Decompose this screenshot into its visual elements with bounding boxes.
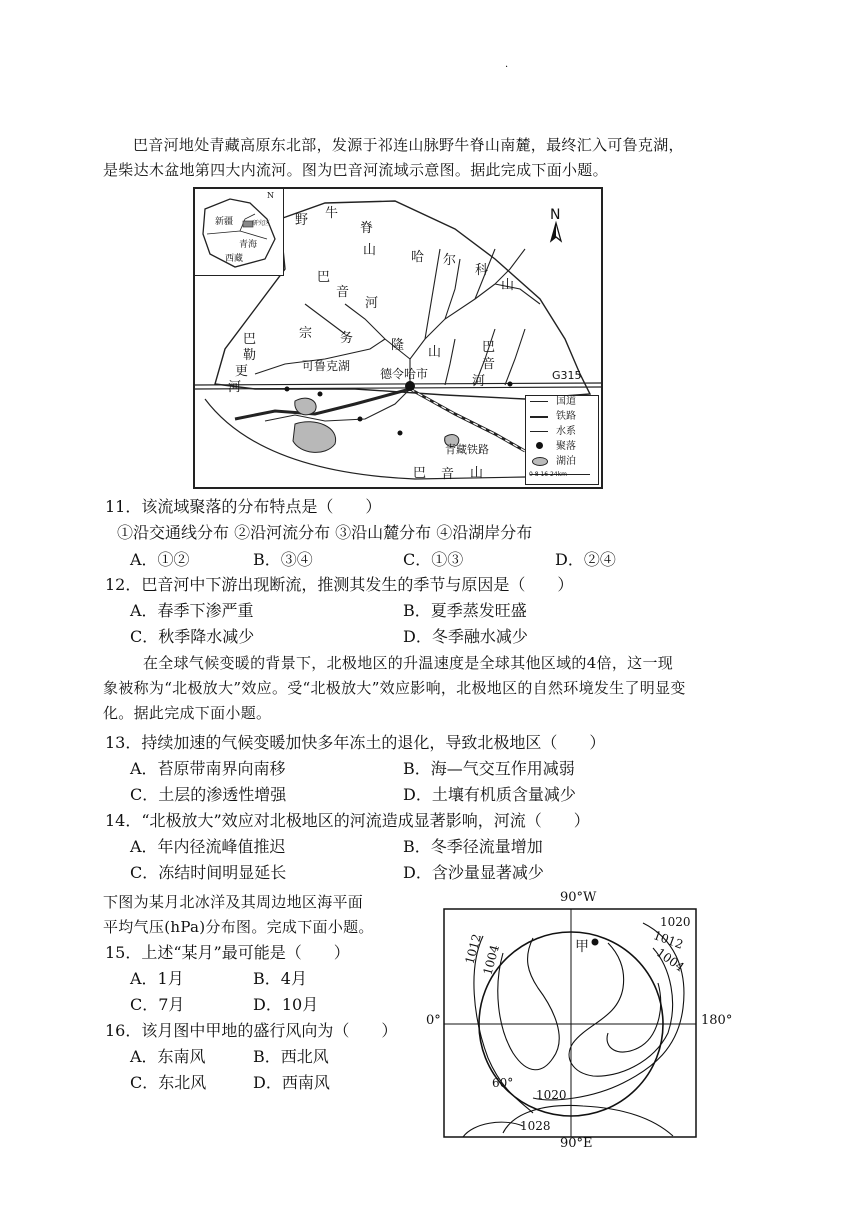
label-bayinshan-1: 巴 bbox=[413, 466, 427, 481]
legend-road-label: 国道 bbox=[556, 396, 576, 407]
label-zongwulong-1: 宗 bbox=[299, 326, 313, 341]
legend-lake-label: 湖泊 bbox=[556, 456, 576, 467]
map2-label-90w: 90°W bbox=[560, 890, 597, 905]
legend-settlement-label: 聚落 bbox=[556, 441, 576, 452]
q11-option-b[interactable]: B．③④ bbox=[253, 550, 313, 569]
q15-option-b[interactable]: B．4月 bbox=[253, 969, 307, 988]
q12-option-c[interactable]: C．秋季降水减少 bbox=[130, 627, 255, 646]
intro3-line2: 平均气压(hPa)分布图。完成下面小题。 bbox=[103, 918, 374, 936]
map2-iso-1020-bottom: 1020 bbox=[536, 1088, 567, 1102]
q12-option-b[interactable]: B．夏季蒸发旺盛 bbox=[403, 601, 527, 620]
q14-option-b[interactable]: B．冬季径流量增加 bbox=[403, 837, 543, 856]
label-balegenghe-4: 河 bbox=[228, 380, 242, 395]
label-haerke-3: 科 bbox=[475, 263, 489, 278]
label-bayinhe-upper-2: 音 bbox=[336, 285, 350, 300]
q14-option-c[interactable]: C．冻结时间明显延长 bbox=[130, 863, 287, 882]
inset-north: N bbox=[267, 191, 274, 200]
inset-xinjiang: 新疆 bbox=[215, 217, 234, 227]
map2-jia-label: 甲 bbox=[575, 939, 589, 955]
intro3-line1: 下图为某月北冰洋及其周边地区海平面 bbox=[103, 893, 364, 911]
question-16-stem: 16．该月图中甲地的盛行风向为（ ） bbox=[105, 1021, 398, 1040]
inset-qinghai: 青海 bbox=[239, 240, 258, 250]
inset-area: 研究区 bbox=[252, 220, 271, 227]
intro-paragraph-1 bbox=[103, 133, 783, 183]
legend-railway-label: 铁路 bbox=[556, 411, 576, 422]
map2-label-90e: 90°E bbox=[560, 1136, 593, 1151]
inset-xizang: 西藏 bbox=[225, 254, 244, 264]
q13-option-b[interactable]: B．海—气交互作用减弱 bbox=[403, 759, 575, 778]
q15-option-d[interactable]: D．10月 bbox=[253, 995, 319, 1014]
label-yeniu-1: 野 bbox=[295, 213, 309, 228]
label-road-g315: G315 bbox=[552, 369, 582, 382]
q13-option-c[interactable]: C．土层的渗透性增强 bbox=[130, 785, 287, 804]
label-balegenghe-3: 更 bbox=[235, 364, 249, 379]
label-zongwulong-2: 务 bbox=[340, 331, 354, 346]
legend-scale: 0 8 16 24km bbox=[529, 471, 567, 478]
map1-legend bbox=[525, 395, 599, 485]
label-bayinhe-lower-1: 巴 bbox=[482, 340, 496, 355]
q12-option-a[interactable]: A．春季下渗严重 bbox=[130, 601, 254, 620]
q11-option-c[interactable]: C．①③ bbox=[403, 550, 464, 569]
label-bayinhe-lower-2: 音 bbox=[482, 357, 496, 372]
question-15-stem: 15．上述“某月”最可能是（ ） bbox=[105, 943, 350, 962]
label-yeniu-3: 脊 bbox=[360, 221, 374, 236]
arctic-pressure-map bbox=[410, 890, 740, 1155]
q14-option-d[interactable]: D．含沙量显著减少 bbox=[403, 863, 544, 882]
q16-option-a[interactable]: A．东南风 bbox=[130, 1047, 206, 1066]
q13-option-d[interactable]: D．土壤有机质含量减少 bbox=[403, 785, 576, 804]
intro2-line2: 象被称为“北极放大”效应。受“北极放大”效应影响，北极地区的自然环境发生了明显变 bbox=[103, 679, 686, 697]
map2-lat-60: 60° bbox=[492, 1076, 514, 1090]
q16-option-d[interactable]: D．西南风 bbox=[253, 1073, 330, 1092]
legend-river-label: 水系 bbox=[556, 426, 576, 437]
map1-north-label: N bbox=[550, 207, 561, 223]
label-bayinshan-2: 音 bbox=[441, 467, 455, 482]
map2-iso-1012-right: 1012 bbox=[651, 928, 686, 952]
q14-option-a[interactable]: A．年内径流峰值推迟 bbox=[130, 837, 286, 856]
intro1-line1: 巴音河地处青藏高原东北部，发源于祁连山脉野牛脊山南麓，最终汇入可鲁克湖， bbox=[133, 136, 684, 154]
q11-option-d[interactable]: D．②④ bbox=[555, 550, 616, 569]
map2-label-180: 180° bbox=[701, 1013, 733, 1028]
intro2-line1: 在全球气候变暖的背景下，北极地区的升温速度是全球其他区域的4倍，这一现 bbox=[143, 654, 674, 672]
question-13-stem: 13．持续加速的气候变暖加快多年冻土的退化，导致北极地区（ ） bbox=[105, 733, 606, 752]
question-11-stem: 11．该流域聚落的分布特点是（ ） bbox=[105, 497, 382, 516]
map2-iso-1020-right: 1020 bbox=[660, 915, 691, 929]
label-bayinhe-upper-1: 巴 bbox=[317, 270, 331, 285]
q12-option-d[interactable]: D．冬季融水减少 bbox=[403, 627, 528, 646]
question-11-choices: ①沿交通线分布 ②沿河流分布 ③沿山麓分布 ④沿湖岸分布 bbox=[117, 523, 533, 542]
question-14-stem: 14．“北极放大”效应对北极地区的河流造成显著影响，河流（ ） bbox=[105, 811, 590, 830]
q13-option-a[interactable]: A．苔原带南界向南移 bbox=[130, 759, 286, 778]
map2-iso-1004-right: 1004 bbox=[653, 945, 687, 975]
label-balegenghe-2: 勒 bbox=[243, 348, 257, 363]
label-city-delingha: 德令哈市 bbox=[380, 367, 429, 381]
top-mark: · bbox=[505, 62, 509, 73]
map2-iso-1004-left: 1004 bbox=[480, 943, 502, 977]
q15-option-c[interactable]: C．7月 bbox=[130, 995, 185, 1014]
intro1-line2: 是柴达木盆地第四大内流河。图为巴音河流域示意图。据此完成下面小题。 bbox=[103, 161, 608, 179]
label-yeniu-2: 牛 bbox=[325, 206, 339, 221]
label-zongwulong-3: 隆 bbox=[391, 338, 405, 353]
label-haerke-2: 尔 bbox=[443, 253, 457, 268]
label-haerke-4: 山 bbox=[501, 278, 515, 293]
q16-option-c[interactable]: C．东北风 bbox=[130, 1073, 207, 1092]
label-bayinshan-3: 山 bbox=[470, 466, 484, 481]
intro2-line3: 化。据此完成下面小题。 bbox=[103, 704, 272, 722]
map2-iso-1012-left: 1012 bbox=[462, 932, 484, 966]
label-bayinhe-lower-3: 河 bbox=[472, 374, 486, 389]
label-haerke-1: 哈 bbox=[411, 250, 425, 265]
intro-paragraph-2 bbox=[103, 651, 783, 726]
bayin-river-map bbox=[193, 187, 603, 489]
q11-option-a[interactable]: A．①② bbox=[130, 550, 190, 569]
map2-label-0: 0° bbox=[426, 1013, 441, 1028]
label-lake-kaluke: 可鲁克湖 bbox=[302, 359, 351, 373]
label-zongwulong-4: 山 bbox=[428, 345, 442, 360]
inset-map bbox=[195, 189, 284, 276]
q16-option-b[interactable]: B．西北风 bbox=[253, 1047, 329, 1066]
label-bayinhe-upper-3: 河 bbox=[365, 296, 379, 311]
label-balegenghe-1: 巴 bbox=[243, 332, 257, 347]
q15-option-a[interactable]: A．1月 bbox=[130, 969, 184, 988]
label-yeniu-4: 山 bbox=[363, 243, 377, 258]
question-12-stem: 12．巴音河中下游出现断流，推测其发生的季节与原因是（ ） bbox=[105, 575, 574, 594]
intro-paragraph-3 bbox=[103, 890, 433, 940]
label-railway: 青藏铁路 bbox=[445, 443, 489, 456]
map2-iso-1028: 1028 bbox=[520, 1119, 551, 1133]
